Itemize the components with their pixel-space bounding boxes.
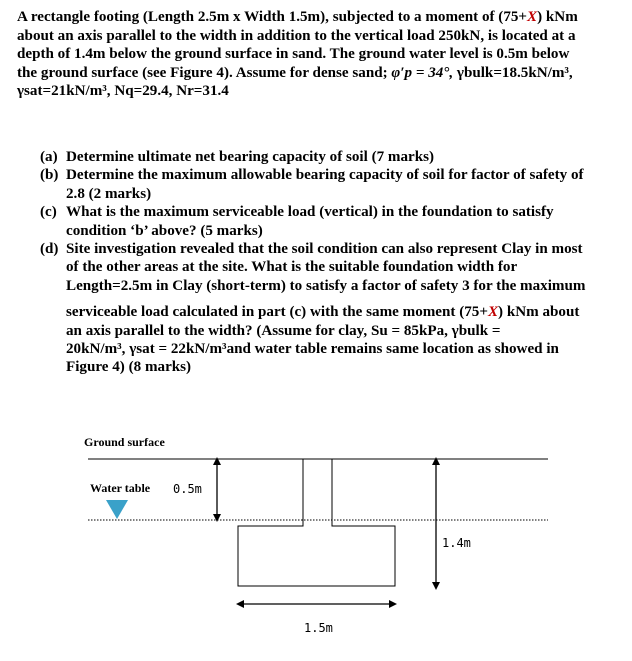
part-d-text-4: serviceable load calculated in part (c) with the same moment (75+X) kNm about <box>66 304 580 321</box>
part-d-label: (d) <box>40 241 59 258</box>
width-label: 1.5m <box>304 621 333 635</box>
part-d-text-1: Site investigation revealed that the soil condition can also represent Clay in most <box>66 241 583 258</box>
part-d-text-6: 20kN/m³, γsat = 22kN/m³and water table remains same location as showed in <box>66 341 559 358</box>
part-c-label: (c) <box>40 204 57 221</box>
x-variable: X <box>527 9 538 25</box>
part-d-text-5: an axis parallel to the width? (Assume for clay, Su = 85kPa, γbulk = <box>66 322 501 339</box>
part-b-text-2: 2.8 (2 marks) <box>66 185 152 202</box>
part-a-text: Determine ultimate net bearing capacity of soil (7 marks) <box>66 149 435 165</box>
part-c-text-2: condition ‘b’ above? (5 marks) <box>66 222 263 239</box>
intro-line-1: A rectangle footing (Length 2.5m x Width 1.5m), subjected to a moment of (75+X) kNm <box>17 9 578 25</box>
part-b-label: (b) <box>40 167 59 184</box>
part-d-text-2: of the other areas at the site. What is the suitable foundation width for <box>66 259 518 276</box>
intro-line-5: γsat=21kN/m³, Nq=29.4, Nr=31.4 <box>17 83 229 100</box>
wt-depth-label: 0.5m <box>173 482 202 496</box>
water-table-label: Water table <box>90 481 151 495</box>
part-d-text-3: Length=2.5m in Clay (short-term) to satisfy a factor of safety 3 for the maximum <box>66 277 586 294</box>
part-d-text-7: Figure 4) (8 marks) <box>66 359 192 376</box>
part-a-label: (a) <box>40 149 58 165</box>
x-variable-d: X <box>487 304 499 321</box>
part-c-text-1: What is the maximum serviceable load (vertical) in the foundation to satisfy <box>66 204 554 221</box>
intro-line-3: depth of 1.4m below the ground surface in sand. The ground water level is 0.5m below <box>17 46 570 63</box>
intro-line-4: the ground surface (see Figure 4). Assume for dense sand; φ′p = 34°, γbulk=18.5kN/m³, <box>17 64 573 81</box>
intro-line-2: about an axis parallel to the width in addition to the vertical load 250kN, is located at a <box>17 27 576 44</box>
depth-label: 1.4m <box>442 536 471 550</box>
gamma-bulk-value: γbulk=18.5kN/m³, <box>456 64 573 81</box>
water-table-icon <box>106 500 128 519</box>
part-b-text-1: Determine the maximum allowable bearing capacity of soil for factor of safety of <box>66 167 584 184</box>
phi-value: φ′p = 34°, <box>391 64 454 81</box>
ground-surface-label: Ground surface <box>84 435 165 449</box>
footing-outline <box>238 459 395 586</box>
